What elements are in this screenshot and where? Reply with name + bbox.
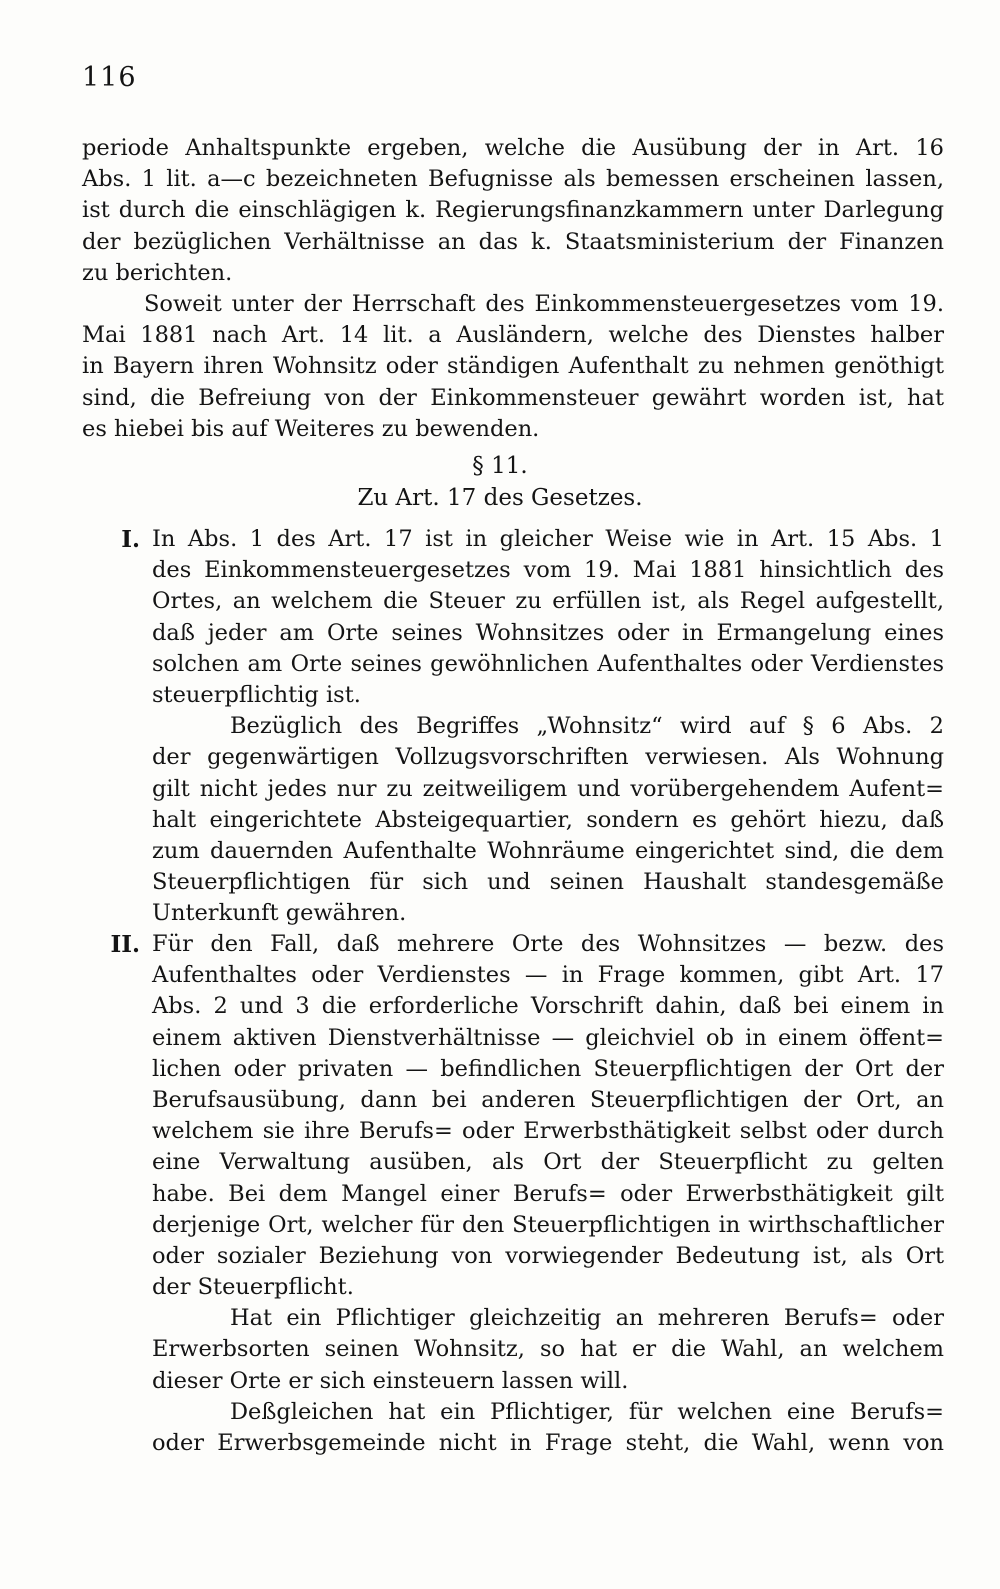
text-line: Steuerpflichtigen für sich und seinen Haushalt standesgemäße <box>152 869 944 896</box>
part-two-paragraph-3 <box>152 1397 944 1459</box>
text-line: zu berichten. <box>82 259 233 286</box>
paragraph-continuation <box>82 133 944 289</box>
section-subtitle: Zu Art. 17 des Gesetzes. <box>357 485 643 511</box>
part-two-paragraph-1 <box>110 929 944 1303</box>
text-line: eine Verwaltung ausüben, als Ort der Steuerpflicht zu gelten <box>152 1149 944 1176</box>
page-number: 116 <box>82 62 137 93</box>
text-line: in Bayern ihren Wohnsitz oder ständigen Aufenthalt zu nehmen genöthigt <box>82 353 944 380</box>
part-one-paragraph-2 <box>152 711 944 929</box>
text-line: derjenige Ort, welcher für den Steuerpflichtigen in wirthschaftlicher <box>152 1211 944 1238</box>
text-line: oder Erwerbsgemeinde nicht in Frage steht, die Wahl, wenn von <box>152 1430 944 1456</box>
text-line: habe. Bei dem Mangel einer Berufs= oder Erwerbsthätigkeit gilt <box>152 1180 944 1207</box>
intro-text <box>82 133 944 445</box>
text-line: Hat ein Pflichtiger gleichzeitig an mehreren Berufs= oder <box>230 1305 944 1332</box>
text-line: dieser Orte er sich einsteuern lassen will. <box>152 1367 629 1394</box>
text-line: es hiebei bis auf Weiteres zu bewenden. <box>82 415 540 442</box>
text-line: der Steuerpflicht. <box>152 1274 354 1301</box>
text-line: Aufenthaltes oder Verdienstes — in Frage kommen, gibt Art. 17 <box>152 962 944 989</box>
part-one-marker: I. <box>121 526 140 553</box>
text-line: Ortes, an welchem die Steuer zu erfüllen ist, als Regel aufgestellt, <box>152 588 944 615</box>
text-line: Für den Fall, daß mehrere Orte des Wohnsitzes — bezw. des <box>152 931 944 957</box>
text-line: halt eingerichtete Absteigequartier, sondern es gehört hiezu, daß <box>152 806 944 833</box>
part-two-paragraph-2 <box>152 1303 944 1397</box>
section-number: § 11. <box>472 453 528 479</box>
text-line: ist durch die einschlägigen k. Regierungsfinanzkammern unter Darlegung <box>82 197 944 224</box>
text-line: Erwerbsorten seinen Wohnsitz, so hat er die Wahl, an welchem <box>152 1336 944 1363</box>
text-line: In Abs. 1 des Art. 17 ist in gleicher Weise wie in Art. 15 Abs. 1 <box>152 526 944 552</box>
text-line: Deßgleichen hat ein Pflichtiger, für welchen eine Berufs= <box>230 1398 944 1425</box>
text-line: gilt nicht jedes nur zu zeitweiligem und vorübergehendem Aufent= <box>152 775 944 802</box>
text-line: steuerpflichtig ist. <box>152 681 361 708</box>
text-line: sind, die Befreiung von der Einkommensteuer gewährt worden ist, hat <box>82 384 944 411</box>
text-line: Abs. 2 und 3 die erforderliche Vorschrift dahin, daß bei einem in <box>152 993 944 1020</box>
text-line: lichen oder privaten — befindlichen Steuerpflichtigen der Ort der <box>152 1055 944 1082</box>
text-line: zum dauernden Aufenthalte Wohnräume eingerichtet sind, die dem <box>152 837 944 864</box>
text-line: Soweit unter der Herrschaft des Einkommensteuergesetzes vom 19. <box>144 290 944 317</box>
text-line: welchem sie ihre Berufs= oder Erwerbsthätigkeit selbst oder durch <box>152 1118 944 1145</box>
text-line: Berufsausübung, dann bei anderen Steuerpflichtigen der Ort, an <box>152 1086 944 1113</box>
part-one-paragraph-1 <box>121 524 944 711</box>
text-line: einem aktiven Dienstverhältnisse — gleichviel ob in einem öffent= <box>152 1024 944 1051</box>
text-line: des Einkommensteuergesetzes vom 19. Mai 1881 hinsichtlich des <box>152 557 944 584</box>
text-line: Unterkunft gewähren. <box>152 900 407 927</box>
text-line: Bezüglich des Begriffes „Wohnsitz“ wird auf § 6 Abs. 2 <box>230 713 944 740</box>
text-line: der bezüglichen Verhältnisse an das k. Staatsministerium der Finanzen <box>82 228 944 255</box>
text-line: Mai 1881 nach Art. 14 lit. a Ausländern, welche des Dienstes halber <box>82 322 944 349</box>
text-line: Abs. 1 lit. a—c bezeichneten Befugnisse als bemessen erscheinen lassen, <box>82 166 944 193</box>
part-two-marker: II. <box>110 931 140 958</box>
text-line: der gegenwärtigen Vollzugsvorschriften verwiesen. Als Wohnung <box>152 744 944 771</box>
text-line: oder sozialer Beziehung von vorwiegender Bedeutung ist, als Ort <box>152 1242 944 1269</box>
text-line: periode Anhaltspunkte ergeben, welche die Ausübung der in Art. 16 <box>82 135 944 161</box>
text-line: daß jeder am Orte seines Wohnsitzes oder in Ermangelung eines <box>152 619 944 646</box>
part-two <box>110 929 944 1459</box>
paragraph-foreigners <box>82 289 944 445</box>
text-line: solchen am Orte seines gewöhnlichen Aufenthaltes oder Verdienstes <box>152 650 944 677</box>
part-one <box>121 524 944 929</box>
